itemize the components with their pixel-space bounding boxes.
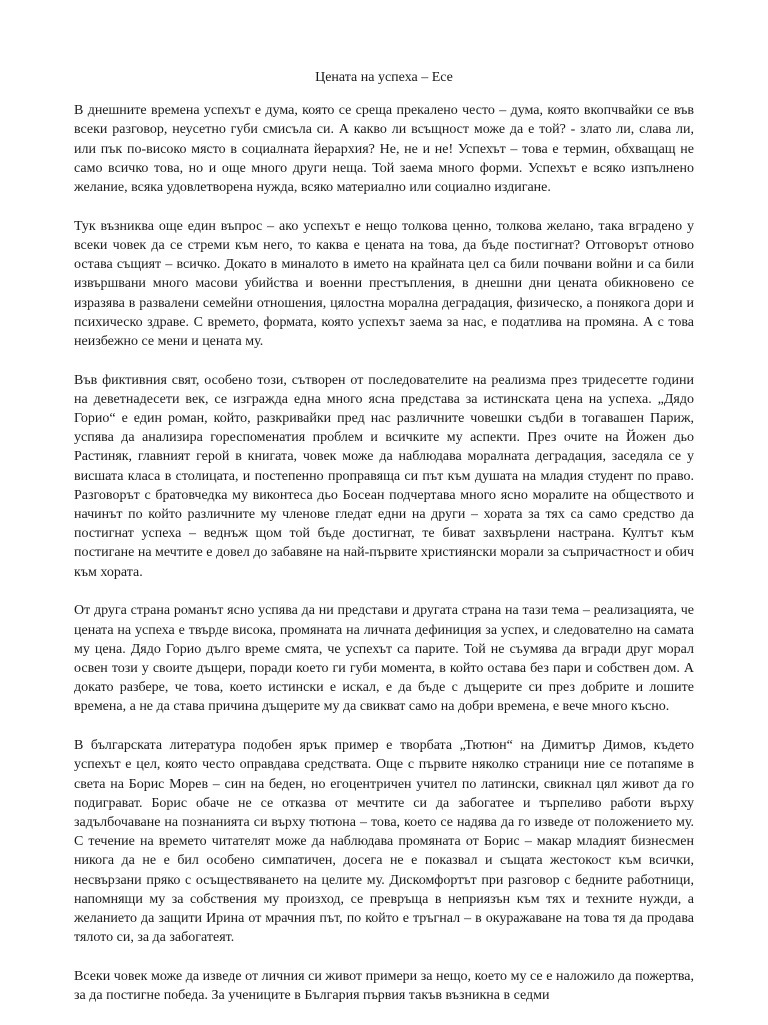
paragraph-1: В днешните времена успехът е дума, която се среща прекалено често – дума, която вкопчвайки се във всеки разговор, неусетно губи смисъла си. А какво ли всъщност може да е той? - злато ли, слава ли, или пък по-високо място в социалната йерархия? Не, не и не! Успехът – това е термин, обхващащ не само всичко това, но и още много други неща. Той заема много форми. Успехът е всяко изпълнено желание, всяка удовлетворена нужда, всяко материално или социално издигане. bbox=[74, 103, 694, 196]
document-title: Цената на успеха – Есе bbox=[315, 70, 453, 85]
paragraph-3: Във фиктивния свят, особено този, сътворен от последователите на реализма през тридесетте години на деветнадесети век, се изгражда една много ясна представа за истинската цена на успеха. „Дядо Горио“ е един роман, който, разкривайки пред нас различните човешки съдби в тогавашен Париж, успява да анализира гореспоменатия проблем и всичките му аспекти. През очите на Йожен дьо Растиняк, главният герой в книгата, човек може да наблюдава моралната деградация, заседяла се у висшата класа в столицата, и постепенно проправяща си път към душата на младия студент по право. Разговорът с братовчедка му виконтеса дьо Босеан подчертава много ясно моралите на обществото и начинът по който различните му членове гледат едни на други – хората за тях са само средство да постигнат успеха – веднъж щом той бъде достигнат, те биват захвърлени настрана. Култът към постигане на мечтите е довел до забавяне на най-първите християнски морали за съпричастност и обич към хората. bbox=[74, 372, 694, 580]
paragraph-5: В българската литература подобен ярък пример е творбата „Тютюн“ на Димитър Димов, където успехът е цел, която често оправдава средствата. Още с първите няколко страници ние се потапяме в света на Борис Морев – син на беден, но егоцентричен учител по латински, свикнал цял живот да го подиграват. Борис обаче не се отказва от мечтите си да забогатее и търпеливо работи върху задълбочаване на познанията си върху тютюна – това, което се надява да го изведе от положението му. С течение на времето читателят може да наблюдава промяната от Борис – макар младият бизнесмен никога да не е бил особено симпатичен, досега не е показвал и същата жестокост към всички, несвързани пряко с осъществяването на целите му. Дискомфортът при разговор с бедните работници, напомнящи му за собствения му произход, се превръща в неприязън към тях и техните нужди, а желанието да защити Ирина от мрачния път, по който е тръгнал – в окуражаване на това тя да продава тялото си, за да забогатеят. bbox=[74, 738, 694, 946]
document-page bbox=[74, 68, 694, 1025]
paragraph-6: Всеки човек може да изведе от личния си живот примери за нещо, което му се е наложило да пожертва, за да постигне победа. За учениците в България първия такъв възникна в седми bbox=[74, 968, 694, 1004]
paragraph-2: Тук възниква още един въпрос – ако успехът е нещо толкова ценно, толкова желано, така вградено у всеки човек да се стреми към него, то каква е цената на това, да бъде постигнат? Отговорът отново остава същият – всичко. Докато в миналото в името на крайната цел са били почвани войни и са били извършвани много масови убийства и военни престъпления, в днешни дни цената обикновено се изразява в развалени семейни отношения, цялостна морална деградация, физическо, а понякога дори и психическо здраве. С времето, формата, която успехът заема за нас, е податлива на промяна. А с това неизбежно се мени и цената му. bbox=[74, 218, 694, 349]
paragraph-4: От друга страна романът ясно успява да ни представи и другата страна на тази тема – реализацията, че цената на успеха е твърде висока, промяната на личната дефиниция за успех, и следователно на самата му цена. Дядо Горио дълго време смята, че успехът са парите. Той не съумява да вгради друг морал освен този у своите дъщери, поради което ги губи момента, в който остава без пари и собствен дом. А докато разбере, че това, което истински е искал, е да бъде с дъщерите си през добрите и лошите времена, а не да става причина дъщерите му да свикват само на добри времена, е вече много късно. bbox=[74, 603, 694, 715]
